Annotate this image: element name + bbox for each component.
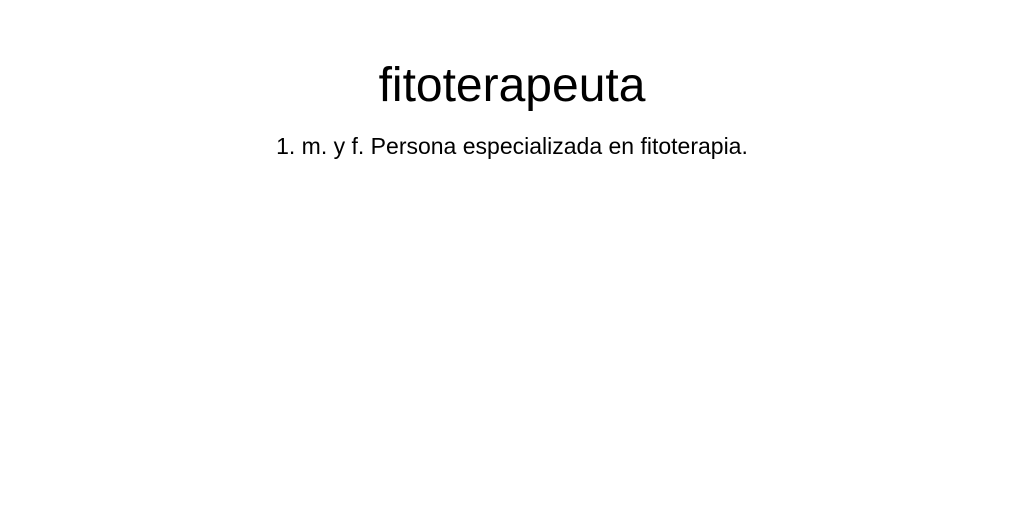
definition-text: 1. m. y f. Persona especializada en fitoterapia.: [276, 133, 748, 159]
headword: fitoterapeuta: [378, 59, 646, 112]
